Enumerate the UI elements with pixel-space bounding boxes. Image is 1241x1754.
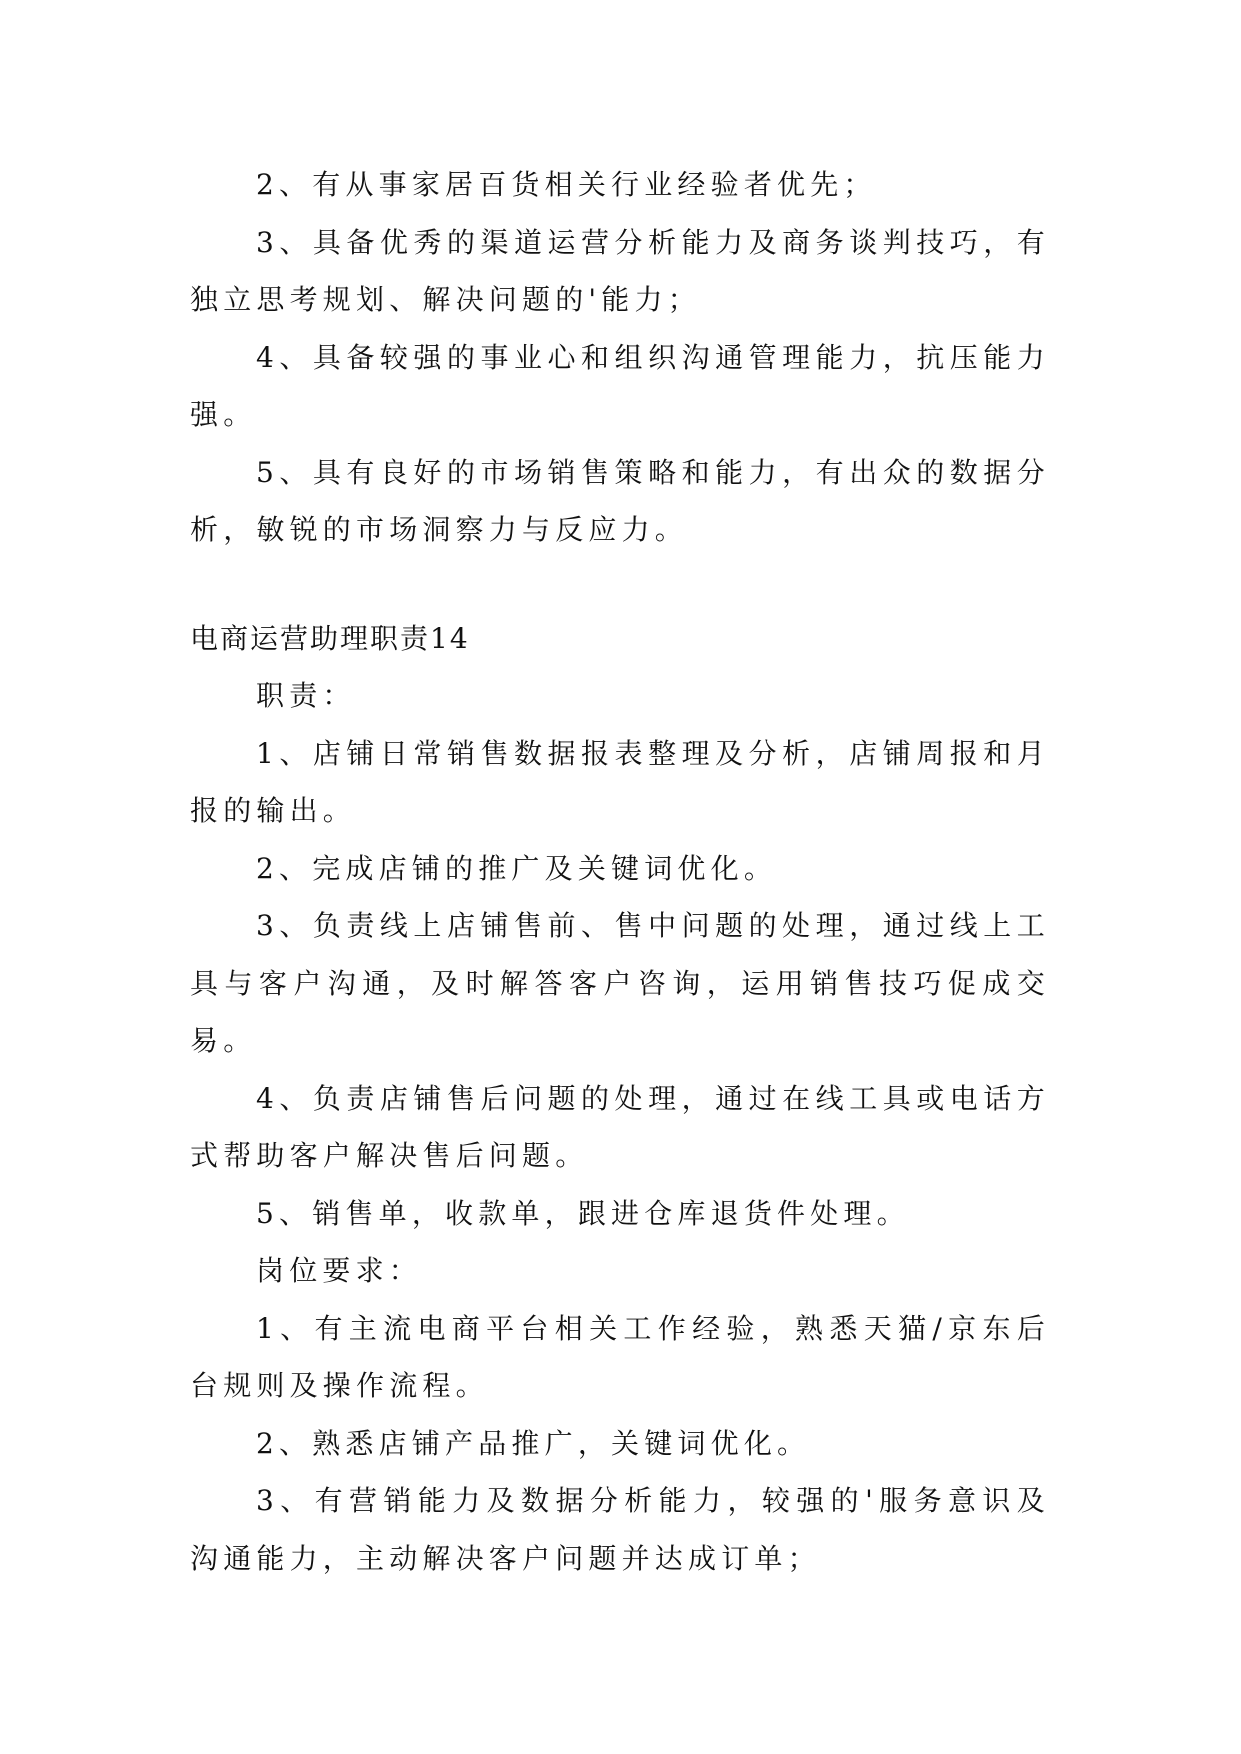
section-gap — [190, 559, 1050, 610]
list-item: 1、有主流电商平台相关工作经验，熟悉天猫/京东后台规则及操作流程。 — [190, 1311, 1050, 1402]
list-item: 2、熟悉店铺产品推广，关键词优化。 — [256, 1426, 811, 1460]
list-item: 3、负责线上店铺售前、售中问题的处理，通过线上工具与客户沟通，及时解答客户咨询，运用销售技巧促成交易。 — [190, 909, 1050, 1057]
list-item: 3、有营销能力及数据分析能力，较强的'服务意识及沟通能力，主动解决客户问题并达成订单； — [190, 1484, 1050, 1575]
list-item: 2、完成店铺的推广及关键词优化。 — [256, 851, 778, 885]
section-title: 电商运营助理职责14 — [190, 621, 470, 655]
list-item: 5、具有良好的市场销售策略和能力，有出众的数据分析，敏锐的市场洞察力与反应力。 — [190, 455, 1050, 546]
requirements-label: 岗位要求： — [256, 1254, 423, 1287]
list-item: 3、具备优秀的渠道运营分析能力及商务谈判技巧，有独立思考规划、解决问题的'能力； — [190, 225, 1050, 316]
list-item: 1、店铺日常销售数据报表整理及分析，店铺周报和月报的输出。 — [190, 736, 1050, 827]
list-item: 5、销售单，收款单，跟进仓库退货件处理。 — [256, 1196, 910, 1230]
list-item: 2、有从事家居百货相关行业经验者优先； — [256, 168, 877, 201]
document-body — [190, 156, 1050, 1587]
list-item: 4、具备较强的事业心和组织沟通管理能力，抗压能力强。 — [190, 340, 1050, 431]
list-item: 4、负责店铺售后问题的处理，通过在线工具或电话方式帮助客户解决售后问题。 — [190, 1081, 1050, 1172]
duties-label: 职责： — [256, 679, 356, 712]
